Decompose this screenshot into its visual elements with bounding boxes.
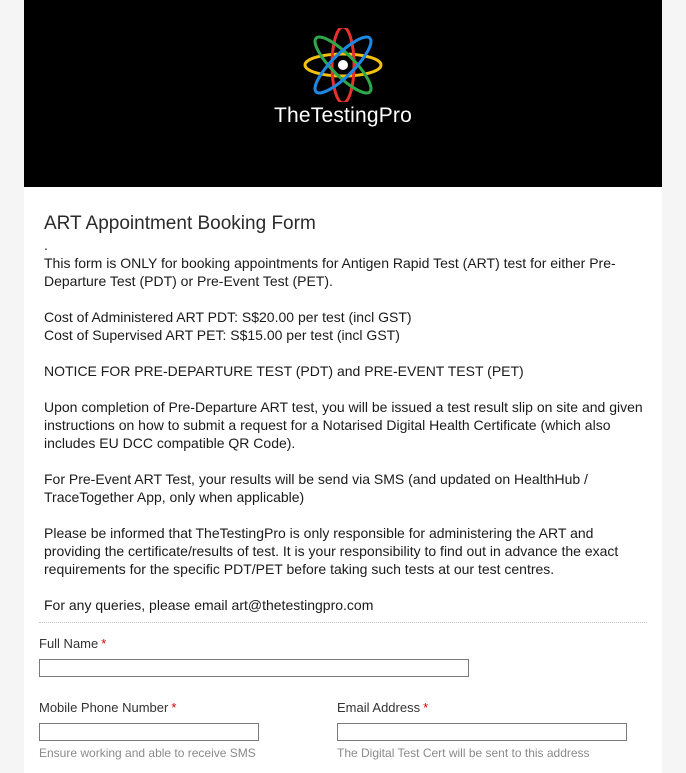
- mobile-phone-label-text: Mobile Phone Number: [39, 700, 169, 715]
- form-card: [24, 0, 662, 773]
- mobile-phone-label: [39, 700, 176, 715]
- email-input[interactable]: [337, 723, 627, 741]
- email-label-text: Email Address: [337, 700, 421, 715]
- email-hint: The Digital Test Cert will be sent to this address: [337, 746, 590, 760]
- section-divider: [39, 622, 647, 623]
- required-marker: *: [423, 700, 429, 715]
- cost-pet: Cost of Supervised ART PET: S$15.00 per test (incl GST): [44, 327, 400, 343]
- required-marker: *: [171, 700, 177, 715]
- description-paragraph: Please be informed that TheTestingPro is only responsible for administering the ART and providing the certificate/results of test. It is your responsibility to find out in advance the exact requirements for the specific PDT/PET before taking such tests at our test centres.: [44, 525, 619, 577]
- description-paragraph: For Pre-Event ART Test, your results will be send via SMS (and updated on HealthHub / TraceTogether App, only when applicable): [44, 471, 588, 505]
- full-name-label: [39, 636, 106, 651]
- mobile-phone-input[interactable]: [39, 723, 259, 741]
- email-label: [337, 700, 428, 715]
- required-marker: *: [101, 636, 107, 651]
- full-name-input[interactable]: [39, 659, 469, 677]
- full-name-label-text: Full Name: [39, 636, 99, 651]
- contact-paragraph: For any queries, please email art@thetestingpro.com: [44, 597, 374, 613]
- cost-pdt: Cost of Administered ART PDT: S$20.00 per test (incl GST): [44, 309, 412, 325]
- mobile-phone-hint: Ensure working and able to receive SMS: [39, 746, 256, 760]
- notice-heading: NOTICE FOR PRE-DEPARTURE TEST (PDT) and PRE-EVENT TEST (PET): [44, 363, 524, 379]
- form-title: ART Appointment Booking Form: [44, 213, 316, 234]
- description-paragraph: This form is ONLY for booking appointments for Antigen Rapid Test (ART) test for either Pre-Departure Test (PDT) or Pre-Event Test (PET).: [44, 255, 616, 289]
- form-description: [44, 236, 650, 632]
- description-paragraph: Upon completion of Pre-Departure ART test, you will be issued a test result slip on site and given instructions on how to submit a request for a Notarised Digital Health Certificate (which also includes EU DCC compatible QR Code).: [44, 399, 643, 451]
- intro-dot: .: [44, 237, 48, 253]
- atom-logo-icon: [303, 28, 383, 102]
- form-header-banner: [24, 0, 662, 187]
- brand-name: TheTestingPro: [273, 104, 412, 127]
